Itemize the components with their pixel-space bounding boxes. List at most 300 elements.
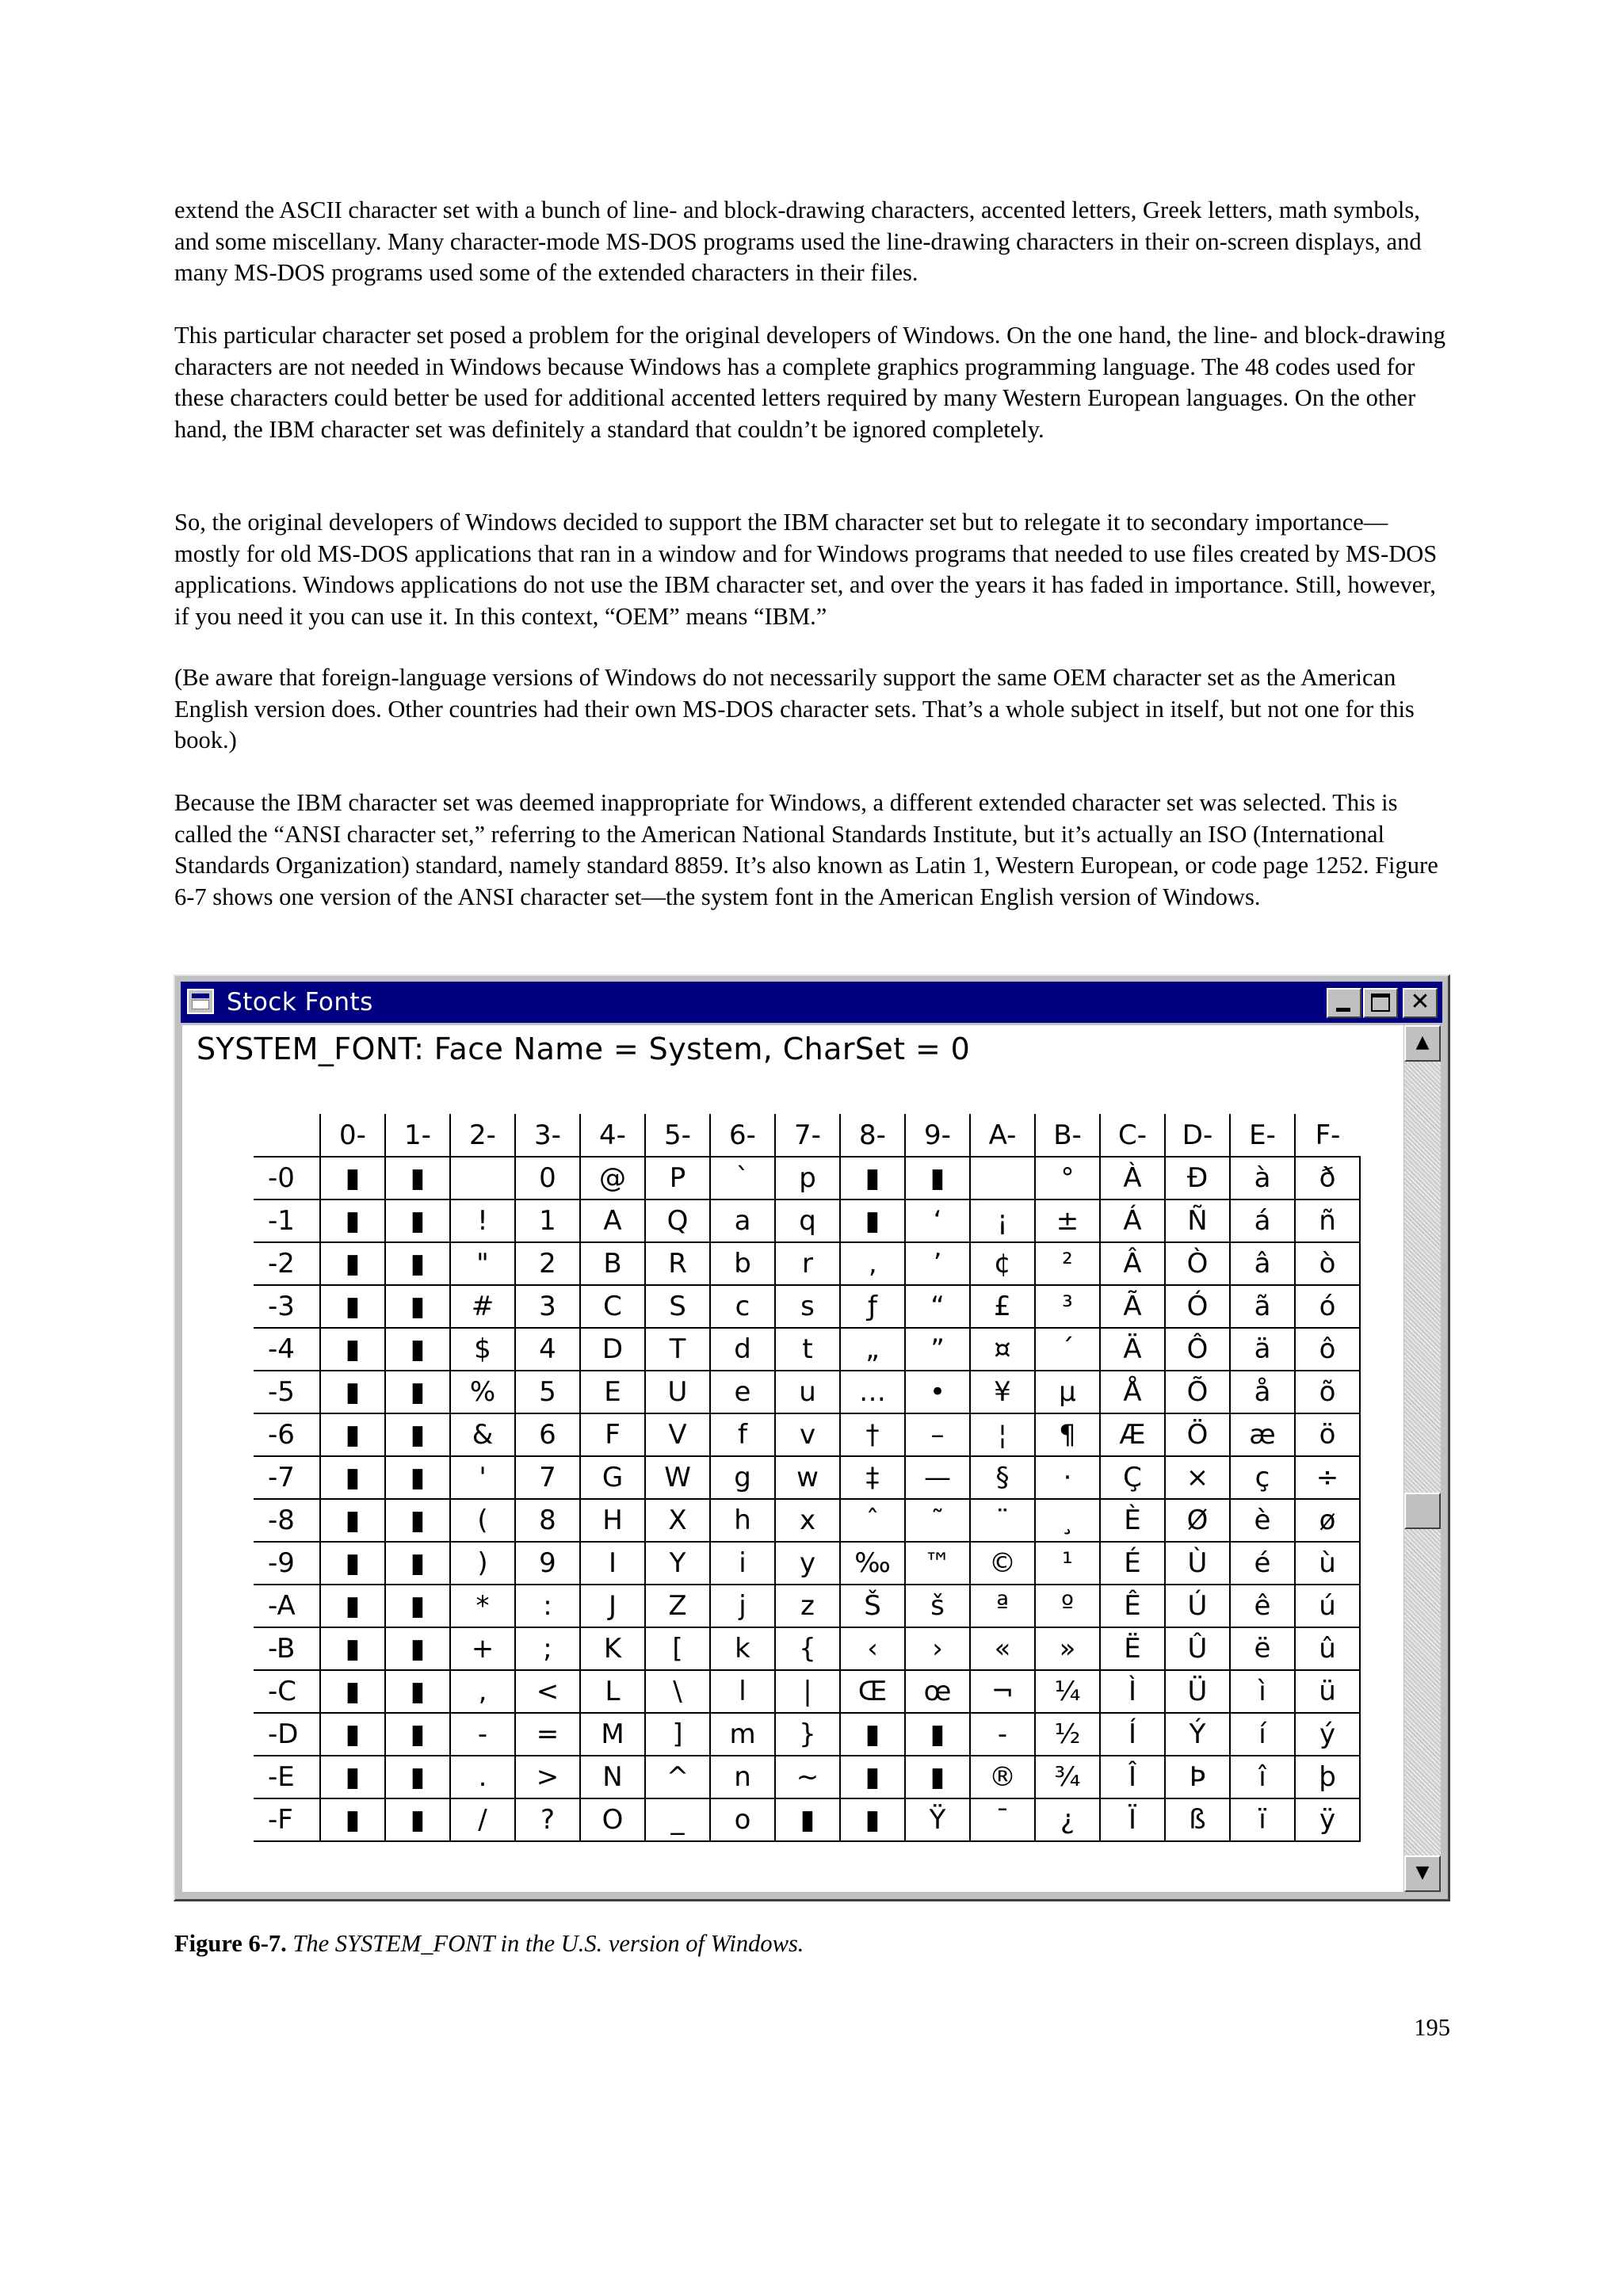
table-row	[254, 1798, 1360, 1841]
char-cell: J	[580, 1585, 645, 1627]
figure-caption	[174, 1930, 804, 1958]
row-header: -4	[254, 1328, 320, 1371]
table-row	[254, 1585, 1360, 1627]
char-cell: þ	[1295, 1756, 1360, 1798]
char-cell: Û	[1165, 1627, 1230, 1670]
char-cell: R	[645, 1242, 710, 1285]
char-cell: ▮	[385, 1798, 450, 1841]
char-cell: ▮	[320, 1670, 385, 1713]
char-cell: s	[775, 1285, 840, 1328]
char-cell: -	[970, 1713, 1035, 1756]
char-cell: Ä	[1100, 1328, 1165, 1371]
column-header: E-	[1230, 1114, 1295, 1157]
char-cell: ¾	[1035, 1756, 1100, 1798]
window-title: Stock Fonts	[227, 988, 373, 1016]
char-cell: ò	[1295, 1242, 1360, 1285]
paragraph-1: extend the ASCII character set with a bunch of line- and block-drawing characters, accented letters, Greek letters, math symbols, and some miscellany. Many character-mode MS-DOS programs used the line-drawing characters in their on-screen displays, and many MS-DOS programs used some of the extended characters in their files.	[174, 196, 1422, 286]
table-row	[254, 1499, 1360, 1542]
char-cell: b	[710, 1242, 775, 1285]
char-cell: ▮	[905, 1713, 970, 1756]
char-cell: è	[1230, 1499, 1295, 1542]
char-cell: œ	[905, 1670, 970, 1713]
char-cell: ë	[1230, 1627, 1295, 1670]
char-cell: e	[710, 1371, 775, 1413]
char-cell: o	[710, 1798, 775, 1841]
char-cell: î	[1230, 1756, 1295, 1798]
char-cell: ©	[970, 1542, 1035, 1585]
char-cell: »	[1035, 1627, 1100, 1670]
char-cell: 1	[515, 1199, 580, 1242]
char-cell: V	[645, 1413, 710, 1456]
char-cell: g	[710, 1456, 775, 1499]
char-cell: ▮	[320, 1756, 385, 1798]
row-header: -C	[254, 1670, 320, 1713]
column-header: F-	[1295, 1114, 1360, 1157]
char-cell: ▮	[385, 1199, 450, 1242]
char-cell: „	[840, 1328, 905, 1371]
char-cell: ³	[1035, 1285, 1100, 1328]
paragraph-4: (Be aware that foreign-language versions of Windows do not necessarily support the same OEM character set as the American English version does. Other countries had their own MS-DOS character sets. That’s a whole subject in itself, but not one for this book.)	[174, 664, 1415, 753]
table-row	[254, 1328, 1360, 1371]
char-cell: …	[840, 1371, 905, 1413]
char-cell: &	[450, 1413, 515, 1456]
char-cell: O	[580, 1798, 645, 1841]
char-cell: ▮	[320, 1285, 385, 1328]
arrow-up-icon: ▲	[1415, 1032, 1430, 1052]
char-cell: :	[515, 1585, 580, 1627]
char-cell: à	[1230, 1157, 1295, 1199]
char-cell: Ú	[1165, 1585, 1230, 1627]
paragraph-5: Because the IBM character set was deemed inappropriate for Windows, a different extended character set was selected. This is called the “ANSI character set,” referring to the American National Standards Institute, but it’s actually an ISO (International Standards Organization) standard, namely standard 8859. It’s also known as Latin 1, Western European, or code page 1252. Figure 6-7 shows one version of the ANSI character set—the system font in the American English version of Windows.	[174, 789, 1438, 910]
char-cell: š	[905, 1585, 970, 1627]
char-cell: ç	[1230, 1456, 1295, 1499]
char-cell: 2	[515, 1242, 580, 1285]
char-cell: Ó	[1165, 1285, 1230, 1328]
char-cell: <	[515, 1670, 580, 1713]
char-cell: ▮	[320, 1199, 385, 1242]
char-cell: I	[580, 1542, 645, 1585]
system-menu-icon[interactable]	[187, 989, 214, 1014]
char-cell: ¶	[1035, 1413, 1100, 1456]
paragraph-3: So, the original developers of Windows decided to support the IBM character set but to relegate it to secondary importance—mostly for old MS-DOS applications that ran in a window and for Windows programs that needed to use files created by MS-DOS applications. Windows applications do not use the IBM character set, and over the years it has faded in importance. Still, however, if you need it you can use it. In this context, “OEM” means “IBM.”	[174, 509, 1438, 630]
char-cell: ´	[1035, 1328, 1100, 1371]
char-cell: ™	[905, 1542, 970, 1585]
column-header: 8-	[840, 1114, 905, 1157]
char-cell: ▮	[385, 1328, 450, 1371]
char-cell: Ô	[1165, 1328, 1230, 1371]
char-cell: X	[645, 1499, 710, 1542]
column-header: 7-	[775, 1114, 840, 1157]
char-cell: L	[580, 1670, 645, 1713]
char-cell: *	[450, 1585, 515, 1627]
char-cell: _	[645, 1798, 710, 1841]
char-cell: ▮	[840, 1157, 905, 1199]
char-cell: 9	[515, 1542, 580, 1585]
char-cell: ‹	[840, 1627, 905, 1670]
close-button[interactable]	[1403, 988, 1438, 1018]
char-cell: ¼	[1035, 1670, 1100, 1713]
column-header: 3-	[515, 1114, 580, 1157]
char-cell: z	[775, 1585, 840, 1627]
char-cell: ÿ	[1295, 1798, 1360, 1841]
char-cell: q	[775, 1199, 840, 1242]
column-header: 6-	[710, 1114, 775, 1157]
char-cell: ®	[970, 1756, 1035, 1798]
char-cell: r	[775, 1242, 840, 1285]
char-cell: ▮	[385, 1713, 450, 1756]
char-cell: m	[710, 1713, 775, 1756]
char-cell: ×	[1165, 1456, 1230, 1499]
char-cell: ¸	[1035, 1499, 1100, 1542]
char-cell: ˆ	[840, 1499, 905, 1542]
body-text	[174, 788, 1450, 913]
char-cell: ▮	[320, 1585, 385, 1627]
char-cell: (	[450, 1499, 515, 1542]
char-cell: A	[580, 1199, 645, 1242]
char-cell: ▮	[320, 1542, 385, 1585]
table-row	[254, 1627, 1360, 1670]
column-header: 2-	[450, 1114, 515, 1157]
char-cell: ▮	[385, 1413, 450, 1456]
char-cell: /	[450, 1798, 515, 1841]
char-cell: Ë	[1100, 1627, 1165, 1670]
char-cell: Ü	[1165, 1670, 1230, 1713]
char-cell: |	[775, 1670, 840, 1713]
char-cell: –	[905, 1413, 970, 1456]
row-header: -6	[254, 1413, 320, 1456]
scroll-down-button[interactable]	[1404, 1855, 1441, 1892]
char-cell: j	[710, 1585, 775, 1627]
char-cell: æ	[1230, 1413, 1295, 1456]
char-cell: ▮	[320, 1242, 385, 1285]
char-cell: ▮	[320, 1713, 385, 1756]
char-cell: ▮	[840, 1798, 905, 1841]
char-cell: ƒ	[840, 1285, 905, 1328]
char-cell: [	[645, 1627, 710, 1670]
char-cell: À	[1100, 1157, 1165, 1199]
char-cell: ˜	[905, 1499, 970, 1542]
char-cell: ▮	[385, 1542, 450, 1585]
body-text	[174, 195, 1450, 289]
char-cell: ▮	[385, 1157, 450, 1199]
char-cell: ‰	[840, 1542, 905, 1585]
char-cell: ^	[645, 1756, 710, 1798]
char-cell: Ý	[1165, 1713, 1230, 1756]
char-cell: é	[1230, 1542, 1295, 1585]
column-header: C-	[1100, 1114, 1165, 1157]
char-cell: Õ	[1165, 1371, 1230, 1413]
table-row	[254, 1542, 1360, 1585]
char-cell: ~	[775, 1756, 840, 1798]
char-cell: .	[450, 1756, 515, 1798]
char-cell: ’	[905, 1242, 970, 1285]
char-cell: h	[710, 1499, 775, 1542]
char-cell: ¯	[970, 1798, 1035, 1841]
title-bar[interactable]	[181, 982, 1442, 1023]
char-cell: º	[1035, 1585, 1100, 1627]
char-cell: H	[580, 1499, 645, 1542]
char-cell: ö	[1295, 1413, 1360, 1456]
char-cell: ▮	[385, 1285, 450, 1328]
char-cell: ▮	[385, 1499, 450, 1542]
table-row	[254, 1713, 1360, 1756]
char-cell: ▮	[840, 1199, 905, 1242]
paragraph-2: This particular character set posed a problem for the original developers of Windows. On the one hand, the line- and block-drawing characters are not needed in Windows because Windows has a complete graphics programming language. The 48 codes used for these characters could better be used for additional accented letters required by many Western European languages. On the other hand, the IBM character set was definitely a standard that couldn’t be ignored completely.	[174, 322, 1446, 443]
char-cell: ;	[515, 1627, 580, 1670]
char-cell: ▮	[320, 1328, 385, 1371]
char-cell: =	[515, 1713, 580, 1756]
char-cell: G	[580, 1456, 645, 1499]
char-cell: K	[580, 1627, 645, 1670]
char-cell: Š	[840, 1585, 905, 1627]
char-cell: °	[1035, 1157, 1100, 1199]
column-header: 9-	[905, 1114, 970, 1157]
char-cell: ý	[1295, 1713, 1360, 1756]
char-cell: ¦	[970, 1413, 1035, 1456]
char-cell: ▮	[320, 1627, 385, 1670]
row-header: -7	[254, 1456, 320, 1499]
table-row	[254, 1285, 1360, 1328]
column-header: 1-	[385, 1114, 450, 1157]
column-header: A-	[970, 1114, 1035, 1157]
char-cell: Ñ	[1165, 1199, 1230, 1242]
table-corner	[254, 1114, 320, 1157]
row-header: -9	[254, 1542, 320, 1585]
char-cell: ¹	[1035, 1542, 1100, 1585]
char-cell: â	[1230, 1242, 1295, 1285]
table-row	[254, 1456, 1360, 1499]
char-cell: i	[710, 1542, 775, 1585]
char-cell: Ÿ	[905, 1798, 970, 1841]
char-cell: ÷	[1295, 1456, 1360, 1499]
arrow-down-icon: ▼	[1415, 1863, 1430, 1882]
char-cell: ß	[1165, 1798, 1230, 1841]
char-cell: ▮	[320, 1456, 385, 1499]
char-cell: ▮	[775, 1798, 840, 1841]
char-cell: 8	[515, 1499, 580, 1542]
char-cell: ›	[905, 1627, 970, 1670]
char-cell: ¡	[970, 1199, 1035, 1242]
column-header: B-	[1035, 1114, 1100, 1157]
maximize-button[interactable]	[1363, 988, 1398, 1018]
char-cell: ▮	[905, 1157, 970, 1199]
char-cell: 5	[515, 1371, 580, 1413]
table-row	[254, 1371, 1360, 1413]
client-area	[182, 1025, 1403, 1892]
font-info-header: SYSTEM_FONT: Face Name = System, CharSet = 0	[197, 1032, 971, 1066]
body-text	[174, 320, 1450, 445]
char-cell: t	[775, 1328, 840, 1371]
char-cell: %	[450, 1371, 515, 1413]
body-text	[174, 662, 1450, 757]
char-cell: '	[450, 1456, 515, 1499]
table-row	[254, 1413, 1360, 1456]
row-header: -1	[254, 1199, 320, 1242]
char-cell: ¢	[970, 1242, 1035, 1285]
char-cell	[450, 1157, 515, 1199]
char-cell: `	[710, 1157, 775, 1199]
char-cell: ô	[1295, 1328, 1360, 1371]
char-cell: 7	[515, 1456, 580, 1499]
char-cell: E	[580, 1371, 645, 1413]
char-cell: x	[775, 1499, 840, 1542]
char-cell: ]	[645, 1713, 710, 1756]
row-header: -A	[254, 1585, 320, 1627]
minimize-button[interactable]	[1327, 988, 1361, 1018]
char-cell: F	[580, 1413, 645, 1456]
row-header: -2	[254, 1242, 320, 1285]
char-cell: 4	[515, 1328, 580, 1371]
char-cell: f	[710, 1413, 775, 1456]
char-cell: ”	[905, 1328, 970, 1371]
row-header: -E	[254, 1756, 320, 1798]
char-cell: ,	[450, 1670, 515, 1713]
scroll-up-button[interactable]	[1404, 1025, 1441, 1062]
char-cell: ▮	[840, 1713, 905, 1756]
char-cell: å	[1230, 1371, 1295, 1413]
char-cell: ▮	[385, 1371, 450, 1413]
char-cell: ▮	[385, 1585, 450, 1627]
char-cell: ¨	[970, 1499, 1035, 1542]
char-cell: ▮	[385, 1242, 450, 1285]
char-cell: >	[515, 1756, 580, 1798]
char-cell: Ù	[1165, 1542, 1230, 1585]
char-cell: ø	[1295, 1499, 1360, 1542]
row-header: -0	[254, 1157, 320, 1199]
char-cell: ¤	[970, 1328, 1035, 1371]
char-cell: Œ	[840, 1670, 905, 1713]
char-cell: @	[580, 1157, 645, 1199]
char-cell: õ	[1295, 1371, 1360, 1413]
minimize-icon	[1336, 1008, 1350, 1012]
char-cell: 0	[515, 1157, 580, 1199]
char-cell: ▮	[840, 1756, 905, 1798]
char-cell: )	[450, 1542, 515, 1585]
char-cell: •	[905, 1371, 970, 1413]
table-row	[254, 1199, 1360, 1242]
char-cell: Å	[1100, 1371, 1165, 1413]
char-cell: ñ	[1295, 1199, 1360, 1242]
char-cell: É	[1100, 1542, 1165, 1585]
char-cell: N	[580, 1756, 645, 1798]
column-header: 0-	[320, 1114, 385, 1157]
char-cell: T	[645, 1328, 710, 1371]
row-header: -B	[254, 1627, 320, 1670]
char-cell: Z	[645, 1585, 710, 1627]
char-cell: \	[645, 1670, 710, 1713]
char-cell: ▮	[385, 1670, 450, 1713]
char-cell: µ	[1035, 1371, 1100, 1413]
char-cell: U	[645, 1371, 710, 1413]
char-cell: P	[645, 1157, 710, 1199]
char-cell: ▮	[385, 1627, 450, 1670]
char-cell: Y	[645, 1542, 710, 1585]
char-cell: ì	[1230, 1670, 1295, 1713]
char-cell: ·	[1035, 1456, 1100, 1499]
char-cell: ±	[1035, 1199, 1100, 1242]
scroll-thumb[interactable]	[1404, 1493, 1441, 1529]
page-number: 195	[1414, 2014, 1450, 2041]
char-cell: {	[775, 1627, 840, 1670]
char-cell: ½	[1035, 1713, 1100, 1756]
char-cell: n	[710, 1756, 775, 1798]
char-cell: ▮	[905, 1756, 970, 1798]
char-cell: Ê	[1100, 1585, 1165, 1627]
char-cell: Q	[645, 1199, 710, 1242]
char-cell: ▮	[320, 1157, 385, 1199]
char-cell: 6	[515, 1413, 580, 1456]
char-cell: "	[450, 1242, 515, 1285]
stock-fonts-window	[174, 974, 1450, 1901]
char-cell: ü	[1295, 1670, 1360, 1713]
char-cell	[970, 1157, 1035, 1199]
char-cell: ¬	[970, 1670, 1035, 1713]
char-cell: ï	[1230, 1798, 1295, 1841]
char-cell: ‘	[905, 1199, 970, 1242]
char-cell: í	[1230, 1713, 1295, 1756]
row-header: -F	[254, 1798, 320, 1841]
char-cell: ‡	[840, 1456, 905, 1499]
char-cell: ð	[1295, 1157, 1360, 1199]
char-cell: Ã	[1100, 1285, 1165, 1328]
char-cell: Â	[1100, 1242, 1165, 1285]
char-cell: ã	[1230, 1285, 1295, 1328]
char-cell: c	[710, 1285, 775, 1328]
character-set-table	[254, 1114, 1361, 1842]
char-cell: M	[580, 1713, 645, 1756]
char-cell: ▮	[320, 1499, 385, 1542]
char-cell: #	[450, 1285, 515, 1328]
char-cell: $	[450, 1328, 515, 1371]
char-cell: S	[645, 1285, 710, 1328]
char-cell: Ï	[1100, 1798, 1165, 1841]
char-cell: §	[970, 1456, 1035, 1499]
table-row	[254, 1670, 1360, 1713]
column-header: D-	[1165, 1114, 1230, 1157]
table-row	[254, 1157, 1360, 1199]
column-header: 5-	[645, 1114, 710, 1157]
char-cell: k	[710, 1627, 775, 1670]
char-cell: “	[905, 1285, 970, 1328]
char-cell: ó	[1295, 1285, 1360, 1328]
char-cell: û	[1295, 1627, 1360, 1670]
char-cell: È	[1100, 1499, 1165, 1542]
char-cell: ä	[1230, 1328, 1295, 1371]
char-cell: Ð	[1165, 1157, 1230, 1199]
char-cell: Þ	[1165, 1756, 1230, 1798]
char-cell: Ö	[1165, 1413, 1230, 1456]
char-cell: }	[775, 1713, 840, 1756]
char-cell: ê	[1230, 1585, 1295, 1627]
vertical-scrollbar[interactable]	[1404, 1025, 1441, 1892]
char-cell: Ø	[1165, 1499, 1230, 1542]
char-cell: +	[450, 1627, 515, 1670]
char-cell: Á	[1100, 1199, 1165, 1242]
char-cell: Ò	[1165, 1242, 1230, 1285]
char-cell: d	[710, 1328, 775, 1371]
char-cell: 3	[515, 1285, 580, 1328]
char-cell: Ç	[1100, 1456, 1165, 1499]
char-cell: ú	[1295, 1585, 1360, 1627]
char-cell: ▮	[320, 1371, 385, 1413]
column-header-row	[254, 1114, 1360, 1157]
char-cell: w	[775, 1456, 840, 1499]
column-header: 4-	[580, 1114, 645, 1157]
char-cell: l	[710, 1670, 775, 1713]
char-cell: D	[580, 1328, 645, 1371]
char-cell: á	[1230, 1199, 1295, 1242]
char-cell: ▮	[320, 1798, 385, 1841]
